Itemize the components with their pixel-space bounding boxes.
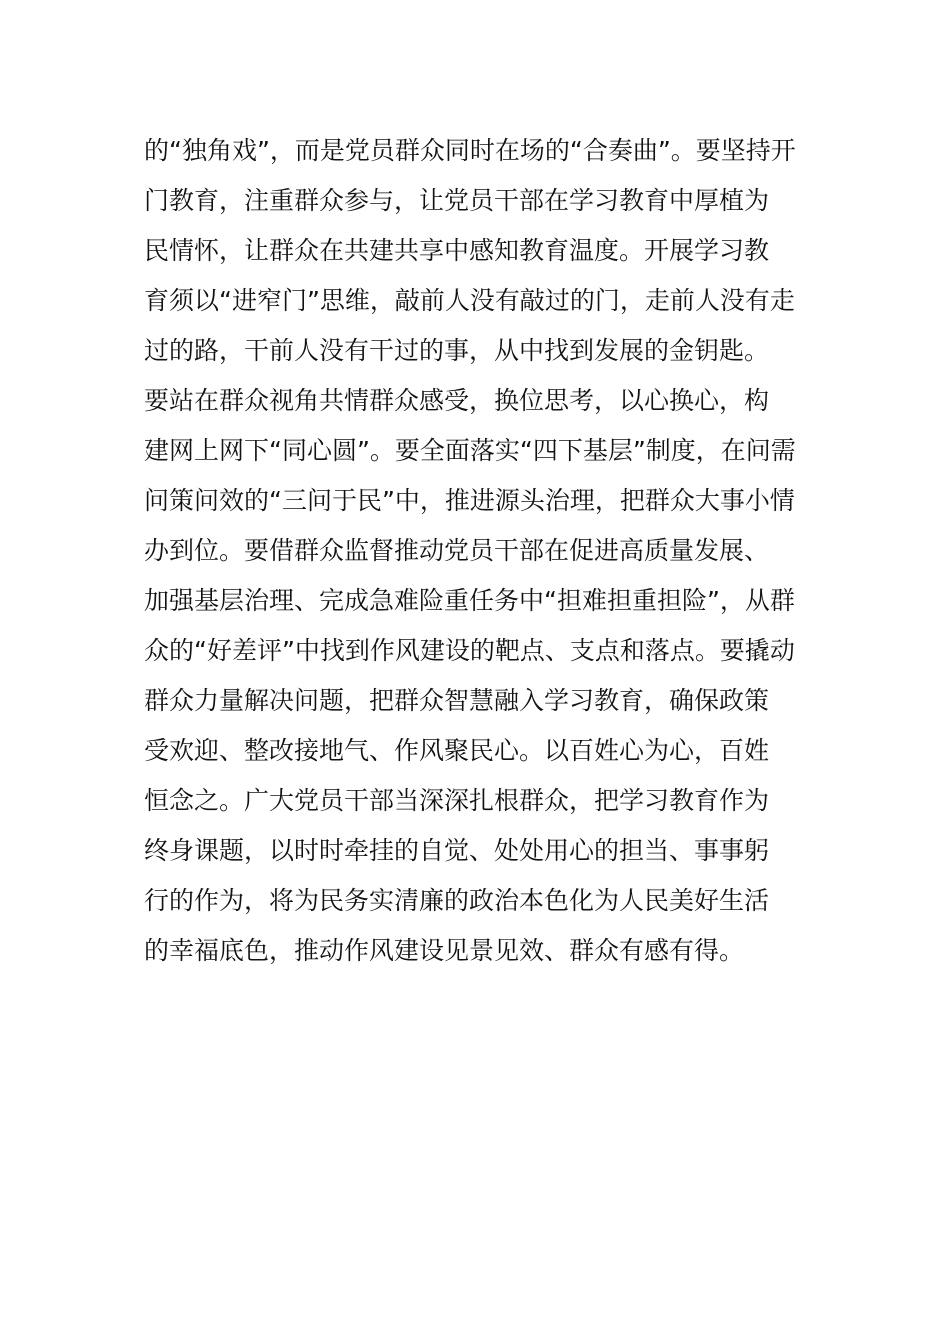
- text-line-16: 行的作为，将为民务实清廉的政治本色化为人民美好生活: [144, 886, 770, 915]
- text-line-1: 的“独角戏”，而是党员群众同时在场的“合奏曲”。要坚持开: [144, 136, 796, 165]
- body-paragraph: [144, 126, 824, 976]
- text-line-4: 育须以“进窄门”思维，敲前人没有敲过的门，走前人没有走: [144, 286, 795, 315]
- text-line-6: 要站在群众视角共情群众感受，换位思考，以心换心，构: [144, 386, 770, 415]
- text-line-17: 的幸福底色，推动作风建设见景见效、群众有感有得。: [144, 936, 745, 965]
- text-line-2: 门教育，注重群众参与，让党员干部在学习教育中厚植为: [144, 186, 770, 215]
- text-line-9: 办到位。要借群众监督推动党员干部在促进高质量发展、: [144, 536, 770, 565]
- text-line-14: 恒念之。广大党员干部当深深扎根群众，把学习教育作为: [144, 786, 770, 815]
- text-line-5: 过的路，干前人没有干过的事，从中找到发展的金钥匙。: [144, 336, 770, 365]
- text-line-7: 建网上网下“同心圆”。要全面落实“四下基层”制度，在问需: [144, 436, 796, 465]
- text-line-8: 问策问效的“三问于民”中，推进源头治理，把群众大事小情: [144, 486, 795, 515]
- text-line-13: 受欢迎、整改接地气、作风聚民心。以百姓心为心，百姓: [144, 736, 770, 765]
- text-line-11: 众的“好差评”中找到作风建设的靶点、支点和落点。要撬动: [144, 636, 795, 665]
- text-line-12: 群众力量解决问题，把群众智慧融入学习教育，确保政策: [144, 686, 770, 715]
- text-line-15: 终身课题，以时时牵挂的自觉、处处用心的担当、事事躬: [144, 836, 770, 865]
- text-line-10: 加强基层治理、完成急难险重任务中“担难担重担险”，从群: [144, 586, 795, 615]
- text-line-3: 民情怀，让群众在共建共享中感知教育温度。开展学习教: [144, 236, 770, 265]
